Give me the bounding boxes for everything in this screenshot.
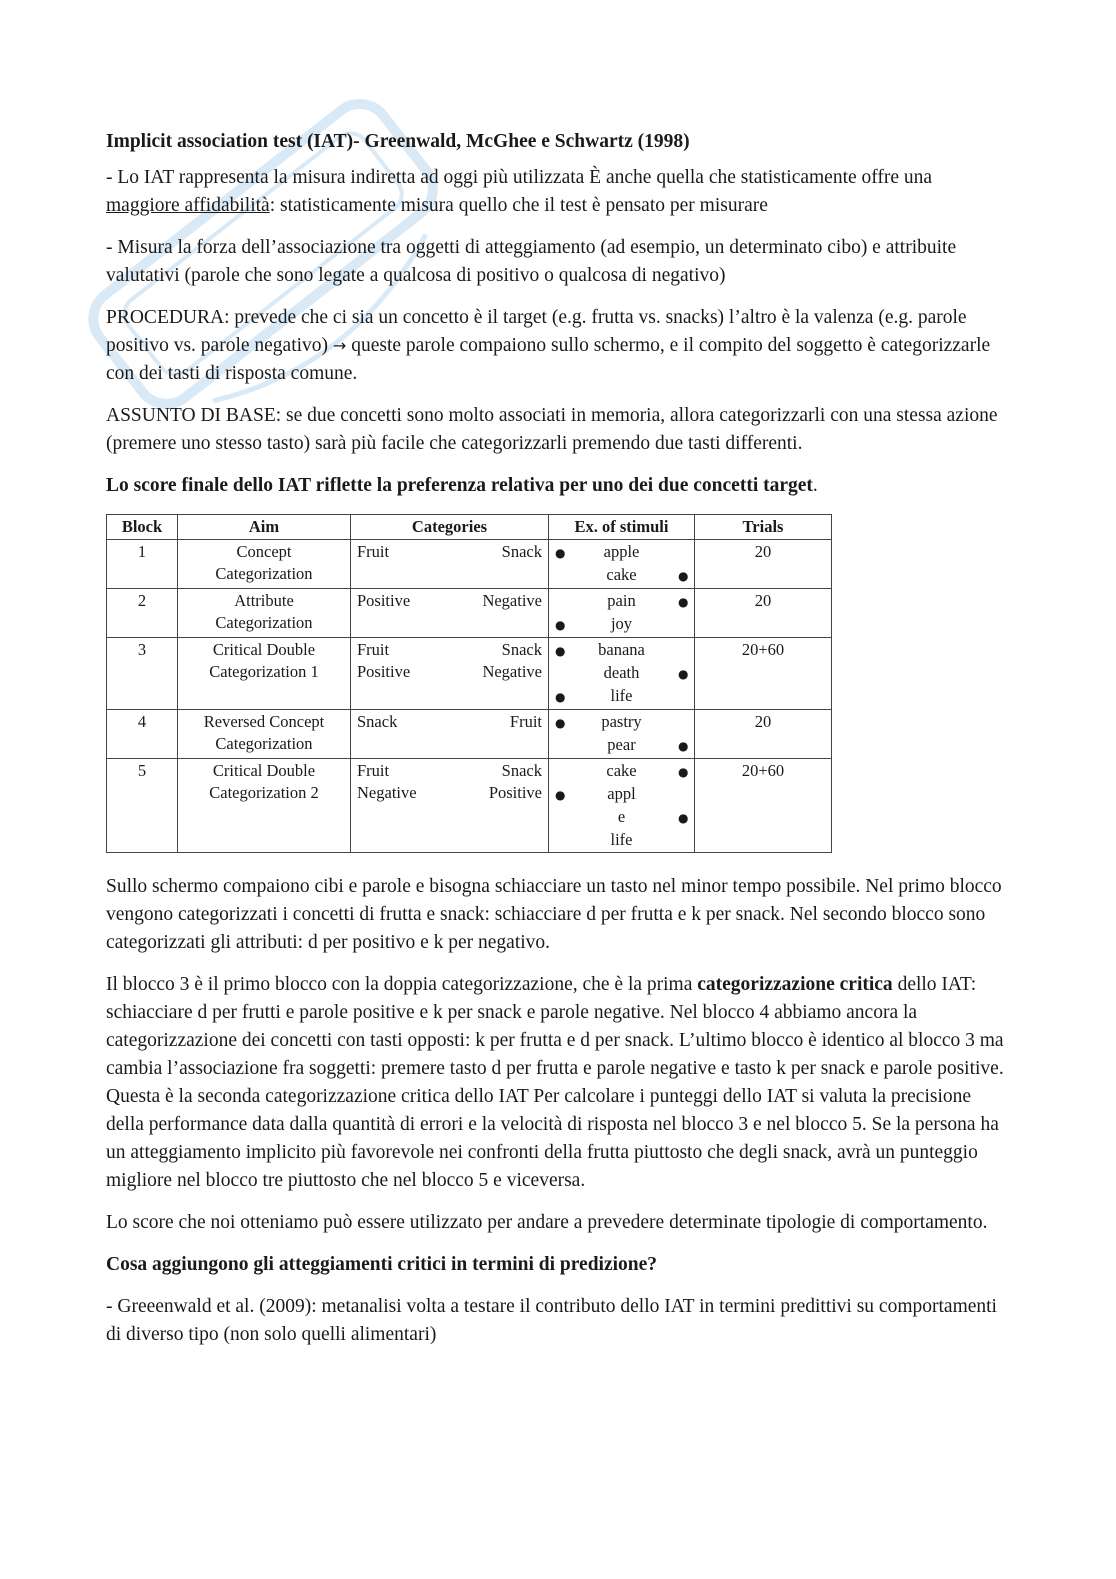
category-right: Snack (501, 761, 542, 780)
paragraph-7: Il blocco 3 è il primo blocco con la doppia categorizzazione, che è la prima categorizzazione critica dello IAT: schiacciare d per frutti e parole positive e k per snack e parole negative. Nel blocco 4 abbiamo ancora la categorizzazione dei concetti con tasti opposti: k per frutta e d per snack. L’ultimo blocco è identico al blocco 3 ma cambia l’associazione fra soggetti: premere tasto d per frutta e parole negative e tasto k per snack e parole positive. Questa è la seconda categorizzazione critica dello IAT Per calcolare i punteggi dello IAT si valuta la precisione della performance data dalla quantità di errori e la velocità di risposta nel blocco 3 e nel blocco 5. Se la persona ha un atteggiamento implicito più favorevole nei confronti della frutta piuttosto che degli snack, avrà un punteggio migliore nel blocco tre piuttosto che nel blocco 5 e viceversa. (106, 974, 1004, 1191)
cell-aim (178, 710, 351, 759)
table-row (107, 759, 832, 853)
stimulus-word: life (610, 830, 633, 849)
stimulus-line (555, 564, 688, 587)
category-left: Fruit (357, 761, 390, 780)
category-pair (357, 590, 542, 612)
cell-trials: 20 (695, 540, 832, 589)
cell-aim (178, 759, 351, 853)
category-pair (357, 711, 542, 733)
stimulus-line (555, 685, 688, 708)
stimulus-word: pain (607, 591, 636, 610)
table-row (107, 638, 832, 710)
bullet-left-icon: ● (555, 716, 566, 730)
cell-block: 5 (107, 759, 178, 853)
bullet-right-icon: ● (678, 595, 689, 609)
stimulus-word: joy (610, 614, 633, 633)
stimulus-word: apple (603, 542, 640, 561)
cell-stimuli (549, 710, 695, 759)
stimulus-line (555, 760, 688, 783)
category-left: Negative (357, 783, 417, 802)
cell-trials: 20+60 (695, 759, 832, 853)
aim-line: Categorization (215, 613, 313, 632)
bullet-right-icon: ● (678, 811, 689, 825)
category-left: Positive (357, 662, 411, 681)
paragraph-6: Sullo schermo compaiono cibi e parole e bisogna schiacciare un tasto nel minor tempo possibile. Nel primo blocco vengono categorizzati i concetti di frutta e snack: schiacciare d per frutta e k per snack. Nel secondo blocco sono categorizzati gli attributi: d per positivo e k per negativo. (106, 876, 1002, 953)
header-stimuli: Ex. of stimuli (549, 515, 695, 540)
category-right: Negative (482, 662, 542, 681)
header-aim: Aim (178, 515, 351, 540)
category-pair (357, 782, 542, 804)
bullet-right-icon: ● (678, 739, 689, 753)
stimulus-word: cake (606, 565, 637, 584)
header-categories: Categories (351, 515, 549, 540)
paragraph-10: - Greeenwald et al. (2009): metanalisi volta a testare il contributo dello IAT in termini predittivi su comportamenti di diverso tipo (non solo quelli alimentari) (106, 1296, 997, 1345)
section-heading-predizione: Cosa aggiungono gli atteggiamenti critici in termini di predizione? (106, 1254, 658, 1275)
aim-line: Categorization 2 (209, 783, 319, 802)
stimulus-word: appl (607, 784, 636, 803)
page-title: Implicit association test (IAT)- Greenwald, McGhee e Schwartz (1998) (106, 131, 690, 152)
bullet-left-icon: ● (555, 618, 566, 632)
stimulus-word: cake (606, 761, 637, 780)
cell-stimuli (549, 589, 695, 638)
category-left: Snack (357, 712, 398, 731)
category-left: Fruit (357, 640, 390, 659)
cell-aim (178, 589, 351, 638)
stimulus-word: e (617, 807, 626, 826)
bullet-right-icon: ● (678, 667, 689, 681)
stimulus-line (555, 590, 688, 613)
stimulus-word: banana (598, 640, 645, 659)
category-right: Fruit (509, 712, 542, 731)
cell-trials: 20 (695, 710, 832, 759)
aim-line: Reversed Concept (203, 712, 325, 731)
aim-line: Categorization (215, 734, 313, 753)
stimulus-line (555, 806, 688, 829)
aim-line: Concept (236, 542, 292, 561)
aim-line: Categorization (215, 564, 313, 583)
cell-trials: 20 (695, 589, 832, 638)
stimulus-line (555, 541, 688, 564)
category-right: Snack (501, 640, 542, 659)
cell-aim (178, 638, 351, 710)
stimulus-word: death (603, 663, 640, 682)
cell-block: 4 (107, 710, 178, 759)
category-right: Negative (482, 591, 542, 610)
category-pair (357, 760, 542, 782)
aim-line: Categorization 1 (209, 662, 319, 681)
header-trials: Trials (695, 515, 832, 540)
bullet-right-icon: ● (678, 765, 689, 779)
stimulus-line (555, 613, 688, 636)
category-left: Fruit (357, 542, 390, 561)
table-row (107, 540, 832, 589)
stimulus-line (555, 639, 688, 662)
cell-stimuli (549, 540, 695, 589)
category-right: Snack (501, 542, 542, 561)
paragraph-8: Lo score che noi otteniamo può essere utilizzato per andare a prevedere determinate tipologie di comportamento. (106, 1212, 988, 1233)
cell-categories (351, 710, 549, 759)
bullet-left-icon: ● (555, 788, 566, 802)
category-left: Positive (357, 591, 411, 610)
cell-stimuli (549, 638, 695, 710)
cell-block: 3 (107, 638, 178, 710)
bullet-right-icon: ● (678, 569, 689, 583)
cell-categories (351, 759, 549, 853)
cell-trials: 20+60 (695, 638, 832, 710)
stimulus-word: pastry (601, 712, 642, 731)
table-row (107, 589, 832, 638)
document-page (106, 128, 1006, 1363)
cell-stimuli (549, 759, 695, 853)
category-pair (357, 661, 542, 683)
bullet-left-icon: ● (555, 644, 566, 658)
bullet-left-icon: ● (555, 690, 566, 704)
iat-blocks-table (106, 514, 832, 853)
stimulus-line (555, 829, 688, 851)
header-block: Block (107, 515, 178, 540)
paragraph-score: Lo score finale dello IAT riflette la preferenza relativa per uno dei due concetti target. (106, 475, 818, 496)
cell-aim (178, 540, 351, 589)
stimulus-line (555, 662, 688, 685)
paragraph-procedura: PROCEDURA: prevede che ci sia un concetto è il target (e.g. frutta vs. snacks) l’altro è la valenza (e.g. parole positivo vs. parole negativo) → queste parole compaiono sullo schermo, e il compito del soggetto è categorizzarle con dei tasti di risposta comune. (106, 307, 991, 384)
paragraph-2: - Misura la forza dell’associazione tra oggetti di atteggiamento (ad esempio, un determinato cibo) e attribuite valutativi (parole che sono legate a qualcosa di positivo o qualcosa di negativo) (106, 237, 957, 286)
category-pair (357, 639, 542, 661)
cell-categories (351, 638, 549, 710)
stimulus-line (555, 734, 688, 757)
aim-line: Critical Double (212, 761, 316, 780)
cell-categories (351, 540, 549, 589)
category-pair (357, 541, 542, 563)
bullet-left-icon: ● (555, 546, 566, 560)
paragraph-assunto: ASSUNTO DI BASE: se due concetti sono molto associati in memoria, allora categorizzarli con una stessa azione (premere uno stesso tasto) sarà più facile che categorizzarli premendo due tasti differenti. (106, 405, 998, 454)
cell-categories (351, 589, 549, 638)
stimulus-word: life (610, 686, 633, 705)
aim-line: Critical Double (212, 640, 316, 659)
aim-line: Attribute (234, 591, 294, 610)
arrow-right-icon: → (332, 336, 347, 355)
cell-block: 2 (107, 589, 178, 638)
category-right: Positive (488, 783, 542, 802)
table-header-row (107, 515, 832, 540)
stimulus-word: pear (607, 735, 636, 754)
stimulus-line (555, 783, 688, 806)
cell-block: 1 (107, 540, 178, 589)
stimulus-line (555, 711, 688, 734)
table-row (107, 710, 832, 759)
paragraph-1: - Lo IAT rappresenta la misura indiretta ad oggi più utilizzata È anche quella che statisticamente offre una maggiore affidabilità: statisticamente misura quello che il test è pensato per misurare (106, 167, 933, 216)
